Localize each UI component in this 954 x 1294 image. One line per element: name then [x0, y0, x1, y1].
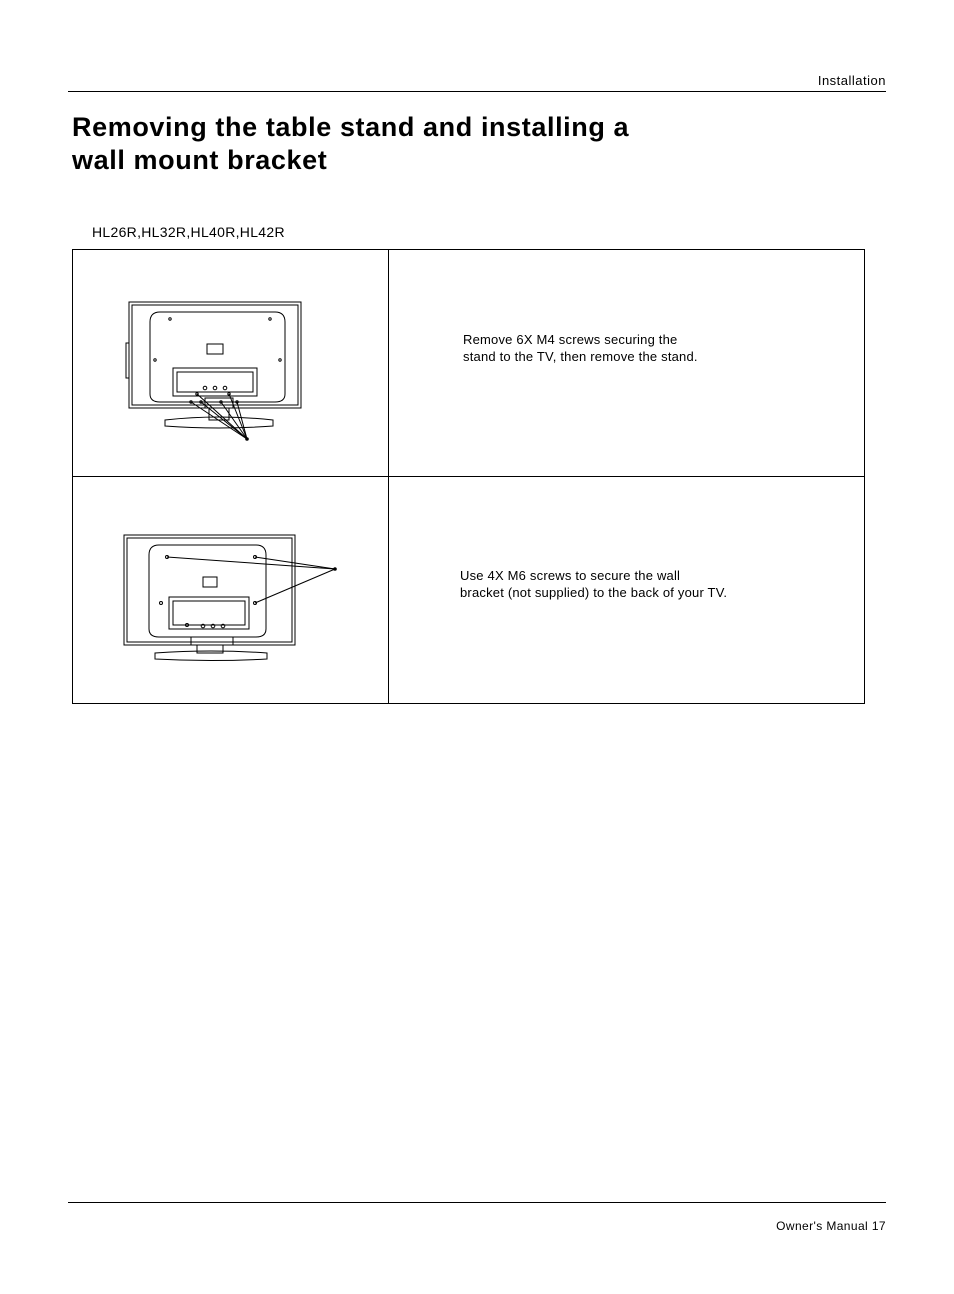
page-title-line-2: wall mount bracket — [72, 145, 328, 175]
footer-label: Owner's Manual — [776, 1219, 869, 1233]
step-2-figure-cell — [73, 477, 389, 703]
page-footer — [776, 1219, 886, 1233]
step-2-instruction: Use 4X M6 screws to secure the wall bracket (not supplied) to the back of your TV. — [460, 568, 728, 600]
tv-rear-stand-illustration — [125, 298, 315, 446]
step-2-text-cell — [389, 477, 864, 703]
tv-rear-wall-mount-illustration — [121, 533, 343, 665]
page-number: 17 — [871, 1219, 886, 1233]
section-label: Installation — [817, 73, 886, 88]
step-install-bracket — [73, 476, 864, 703]
step-1-instruction: Remove 6X M4 screws securing the stand to the TV, then remove the stand. — [463, 332, 698, 364]
step-remove-stand — [73, 250, 864, 476]
footer-divider — [68, 1202, 886, 1203]
step-1-text-cell — [389, 250, 864, 476]
page-title — [72, 111, 772, 177]
step-1-figure-cell — [73, 250, 389, 476]
instruction-table — [72, 249, 865, 704]
header-divider — [68, 91, 886, 92]
page-title-line-1: Removing the table stand and installing a — [72, 112, 630, 142]
model-list: HL26R,HL32R,HL40R,HL42R — [92, 224, 285, 240]
